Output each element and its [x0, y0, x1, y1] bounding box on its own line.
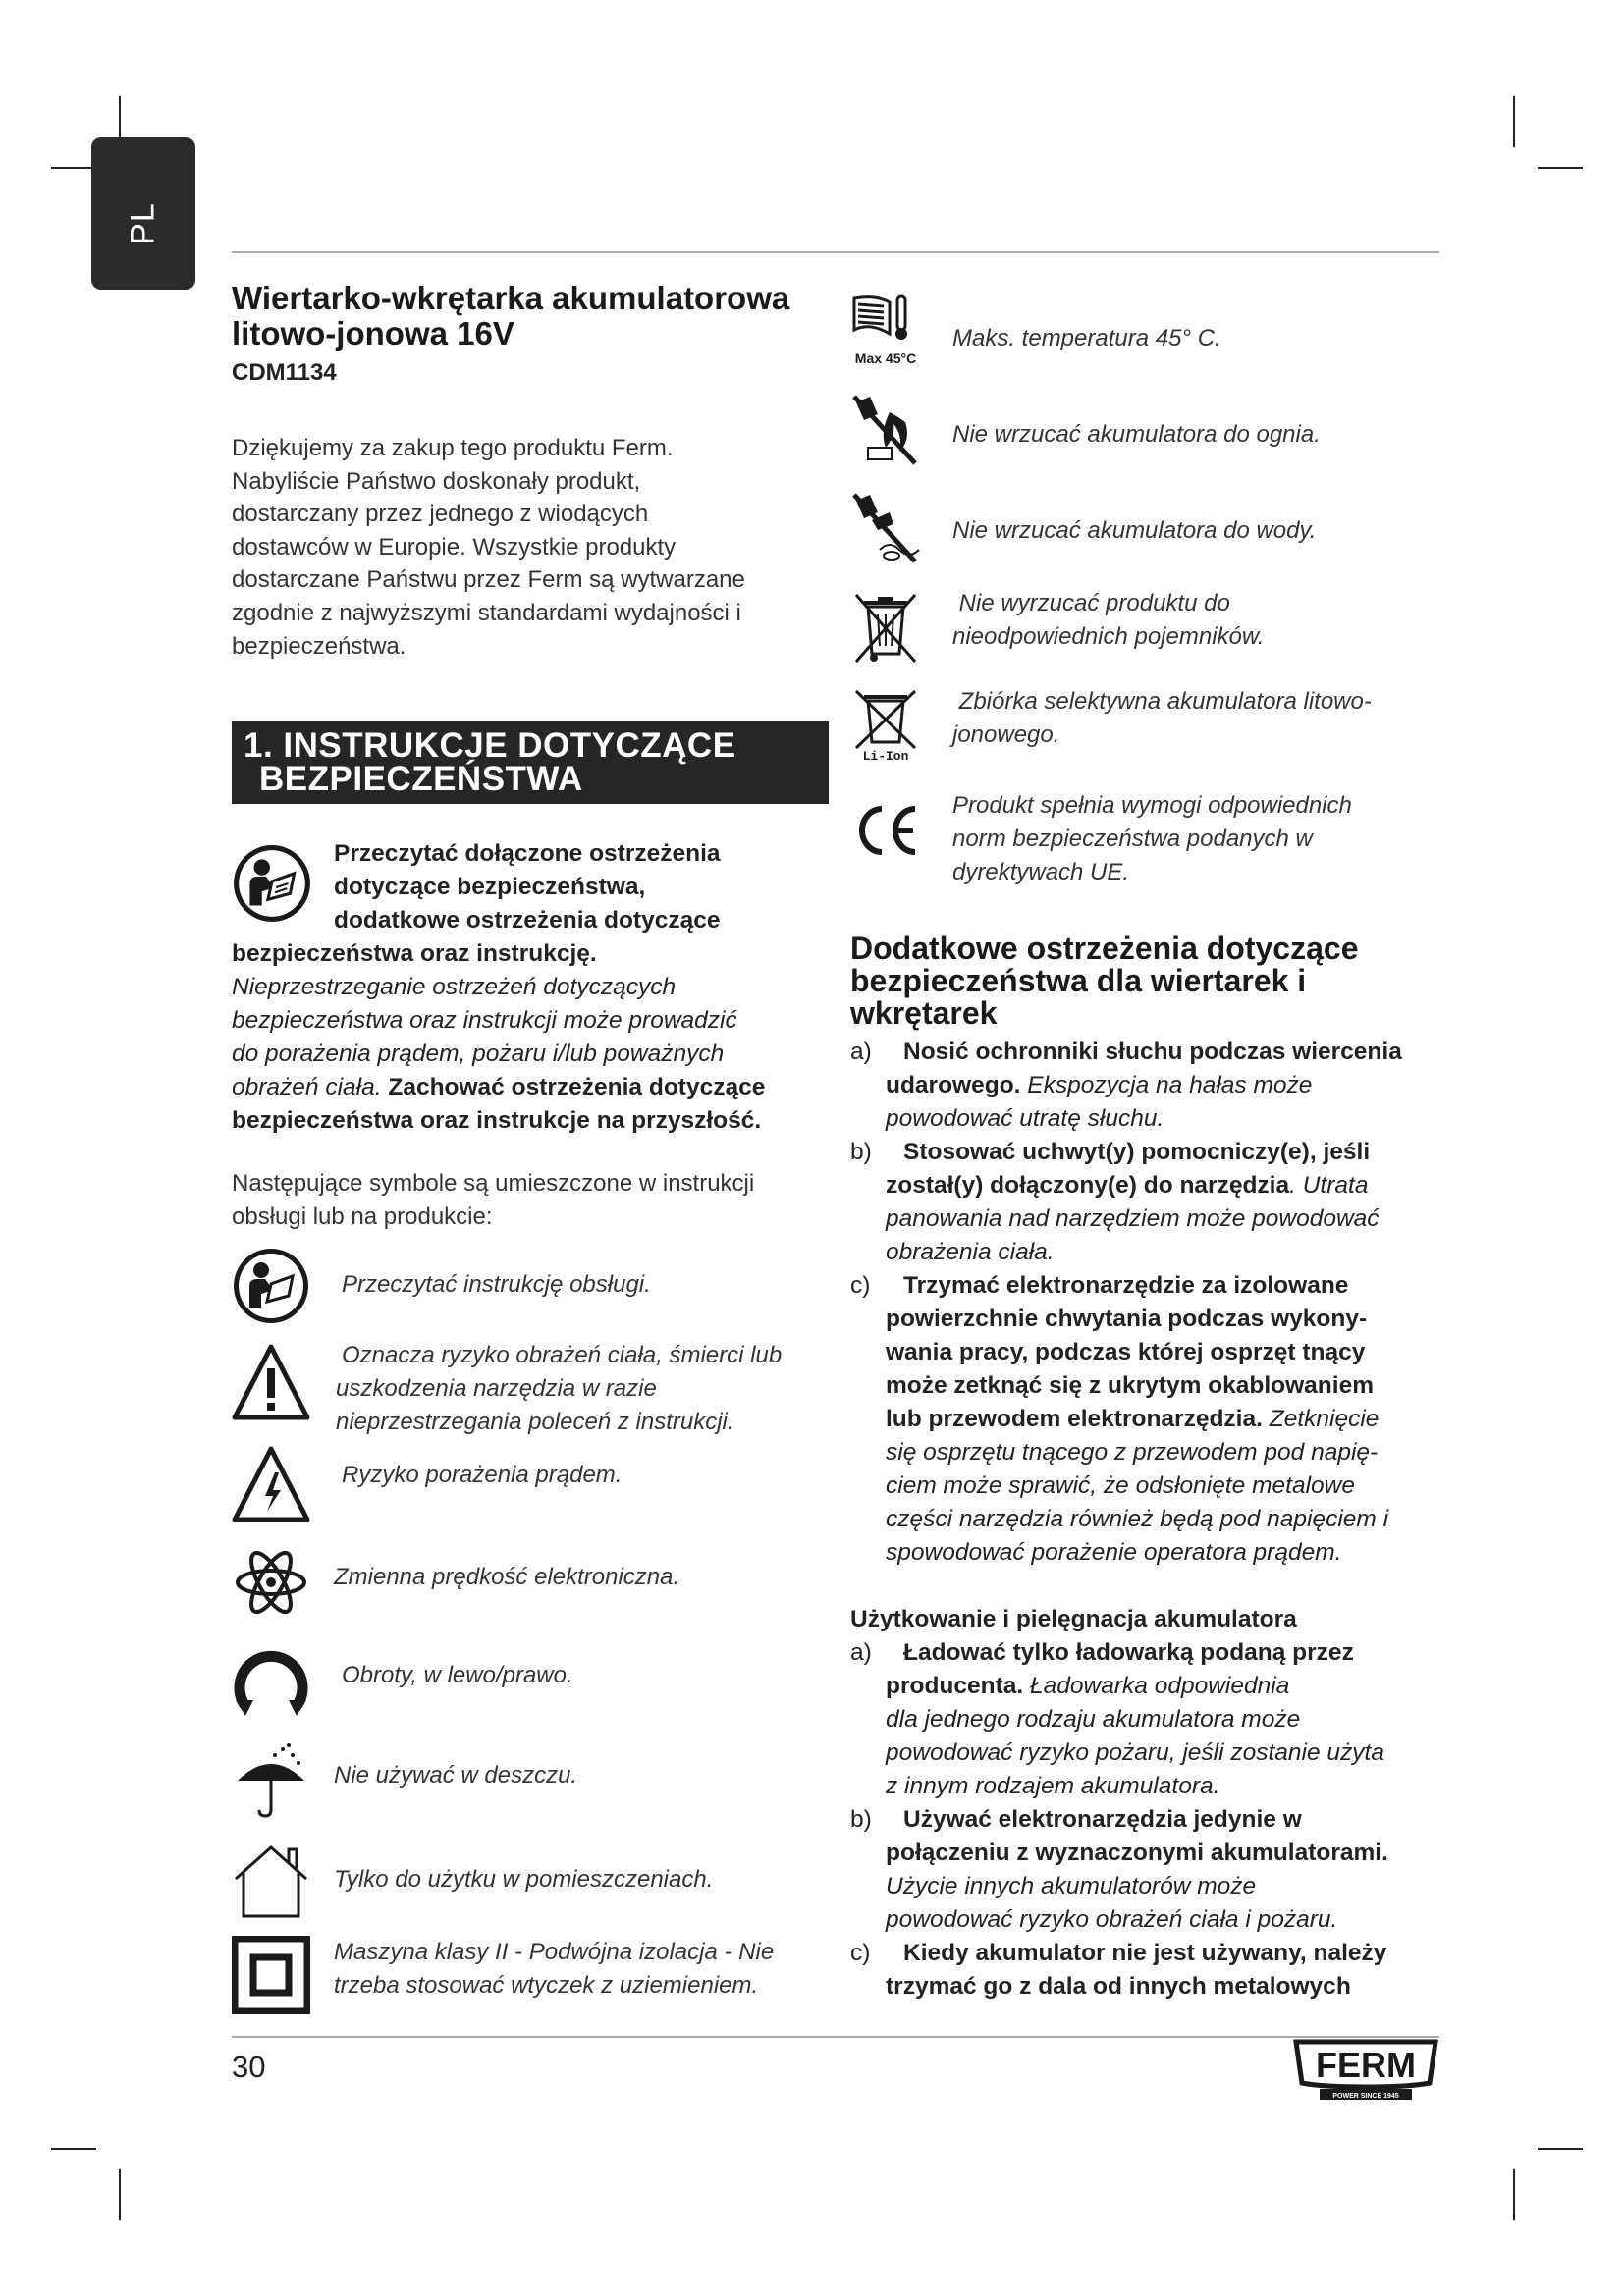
symbol-text-line: Zbiórka selektywna akumulatora litowo- — [952, 688, 1372, 715]
no-fire-icon — [850, 393, 921, 469]
drill-warnings-list — [850, 1036, 1459, 1570]
symbol-text-line: Nie wyrzucać produktu do — [952, 590, 1230, 616]
read-manual-icon — [232, 843, 312, 924]
list-marker: b) — [850, 1806, 872, 1833]
warning-line: bezpieczeństwa oraz instrukcję. — [232, 940, 597, 968]
symbol-item — [850, 687, 1459, 789]
logo-tagline: POWER SINCE 1945 — [1332, 2093, 1399, 2100]
symbol-item — [232, 1842, 831, 1936]
list-text: producenta. — [886, 1673, 1024, 1699]
list-marker: b) — [850, 1139, 872, 1165]
symbol-item — [850, 589, 1459, 687]
right-column — [850, 294, 1459, 2003]
symbol-item — [850, 789, 1459, 911]
battery-list — [850, 1636, 1459, 2003]
crop-mark — [51, 2148, 96, 2150]
list-item — [850, 1136, 1459, 1269]
warning-line: Przeczytać dołączone ostrzeżenia — [334, 840, 721, 868]
warning-text: Zachować ostrzeżenia dotyczące — [381, 1074, 766, 1101]
symbol-text: Nie używać w deszczu. — [334, 1762, 578, 1789]
list-text: części narzędzia również będą pod napięciem i — [886, 1506, 1389, 1532]
list-text: powierzchnie chwytania podczas wykony- — [886, 1306, 1368, 1332]
intro-line: bezpieczeństwa. — [232, 632, 406, 660]
list-item — [850, 1269, 1459, 1570]
list-text: z innym rodzajem akumulatora. — [886, 1773, 1220, 1799]
symbol-text: Przeczytać instrukcję obsługi. — [342, 1271, 651, 1299]
list-text: ciem może sprawić, że odsłonięte metalowe — [886, 1472, 1355, 1499]
warning-text: obrażeń ciała. — [232, 1074, 382, 1101]
double-insulation-icon — [232, 1936, 310, 2014]
list-text: Użycie innych akumulatorów może — [886, 1873, 1257, 1899]
symbol-text — [336, 1339, 831, 1439]
list-text: połączeniu z wyznaczonymi akumulatorami. — [886, 1840, 1388, 1866]
intro-line: dostawców w Europie. Wszystkie produkty — [232, 533, 677, 561]
heading-line: bezpieczeństwa dla wiertarek i — [850, 963, 1307, 998]
intro-line: Nabyliście Państwo doskonały produkt, — [232, 467, 641, 495]
section-heading-line: 1. INSTRUKCJE DOTYCZĄCE — [244, 726, 736, 766]
symbol-text-line: Oznacza ryzyko obrażeń ciała, śmierci lub — [342, 1342, 783, 1369]
language-label: PL — [124, 202, 162, 245]
title-line: litowo-jonowa 16V — [232, 315, 514, 351]
list-text: Trzymać elektronarzędzie za izolowane — [903, 1272, 1349, 1299]
symbol-text-line: Maszyna klasy II - Podwójna izolacja - Nie — [334, 1939, 775, 1966]
list-text: . Utrata — [1289, 1172, 1369, 1199]
list-text: może zetknąć się z ukrytym okablowaniem — [886, 1372, 1374, 1399]
symbol-item — [232, 1445, 831, 1543]
intro-paragraph — [232, 432, 831, 663]
list-text: powodować utratę słuchu. — [886, 1105, 1164, 1132]
variable-speed-icon — [232, 1543, 310, 1622]
symbol-text-line: nieprzestrzegania poleceń z instrukcji. — [336, 1409, 734, 1436]
symbol-text — [952, 685, 1459, 752]
symbol-item — [850, 294, 1459, 393]
logo-name: FERM — [1316, 2045, 1416, 2085]
list-text: Ładować tylko ładowarką podaną przez — [903, 1639, 1354, 1666]
max-temperature-label: Max 45°C — [854, 350, 917, 366]
symbol-item — [232, 1247, 831, 1339]
symbol-item — [850, 491, 1459, 589]
intro-line: dostarczane Państwu przez Ferm są wytwarzane — [232, 566, 745, 594]
symbol-text — [952, 587, 1459, 654]
li-ion-label: Li-Ion — [862, 749, 909, 764]
list-text: powodować ryzyko pożaru, jeśli zostanie użyta — [886, 1739, 1384, 1766]
intro-line: dostarczany przez jednego z wiodących — [232, 501, 649, 528]
symbol-text: Nie wrzucać akumulatora do wody. — [952, 517, 1317, 544]
drill-warnings-heading — [850, 933, 1459, 1030]
intro-line: Dziękujemy za zakup tego produktu Ferm. — [232, 435, 674, 461]
list-text: trzymać go z dala od innych metalowych — [886, 1973, 1351, 2000]
list-marker: c) — [850, 1272, 871, 1299]
header-rule — [232, 251, 1439, 253]
page-title — [232, 281, 831, 351]
intro-line: zgodnie z najwyższymi standardami wydajności i — [232, 599, 741, 626]
crop-mark — [119, 2169, 121, 2220]
list-text: dla jednego rodzaju akumulatora może — [886, 1706, 1301, 1733]
warning-line: bezpieczeństwa oraz instrukcji może prowadzić — [232, 1007, 737, 1035]
left-column — [232, 275, 831, 2014]
list-marker: a) — [850, 1039, 872, 1065]
list-item — [850, 1636, 1459, 1803]
symbol-item — [232, 1641, 831, 1741]
general-warning — [232, 837, 831, 1138]
list-item — [850, 1036, 1459, 1136]
symbol-text-line: jonowego. — [952, 721, 1060, 748]
symbol-item — [232, 1339, 831, 1445]
symbol-text: Ryzyko porażenia prądem. — [342, 1462, 623, 1489]
symbol-text — [952, 789, 1459, 889]
symbols-intro-line: Następujące symbole są umieszczone w instrukcji — [232, 1170, 755, 1198]
symbol-text-line: trzeba stosować wtyczek z uziemieniem. — [334, 1972, 759, 2000]
ce-mark-icon — [850, 795, 921, 872]
warning-line: Nieprzestrzeganie ostrzeżeń dotyczących — [232, 974, 677, 1001]
list-marker: c) — [850, 1940, 871, 1966]
house-icon — [232, 1842, 310, 1920]
model-number: CDM1134 — [232, 359, 337, 386]
symbol-text-line: dyrektywach UE. — [952, 859, 1130, 885]
list-text: Kiedy akumulator nie jest używany, należy — [903, 1940, 1387, 1966]
list-text: udarowego. — [886, 1072, 1021, 1098]
umbrella-rain-icon — [232, 1741, 310, 1820]
section-heading — [232, 721, 829, 804]
crossed-bin-icon — [850, 589, 921, 666]
rotation-icon — [232, 1641, 310, 1720]
list-text: Ekspozycja na hałas może — [1020, 1072, 1313, 1098]
warning-line: do porażenia prądem, pożaru i/lub poważnych — [232, 1041, 725, 1068]
list-item — [850, 1803, 1459, 1937]
crop-mark — [1538, 2148, 1583, 2150]
electric-shock-icon — [232, 1445, 310, 1523]
ferm-logo — [1292, 2038, 1439, 2103]
symbol-text-line: Produkt spełnia wymogi odpowiednich — [952, 792, 1352, 819]
list-text: wania pracy, podczas której osprzęt tnący — [886, 1339, 1366, 1365]
list-text: Nosić ochronniki słuchu podczas wiercenia — [903, 1039, 1402, 1065]
symbols-intro — [232, 1167, 831, 1233]
symbol-text: Zmienna prędkość elektroniczna. — [334, 1564, 680, 1591]
list-text: lub przewodem elektronarzędzia. — [886, 1406, 1263, 1432]
crop-mark — [1513, 96, 1515, 147]
language-tab — [91, 137, 195, 290]
warning-triangle-icon — [232, 1343, 310, 1421]
symbol-text-line: uszkodzenia narzędzia w razie — [336, 1375, 657, 1403]
list-text: Stosować uchwyt(y) pomocniczy(e), jeśli — [903, 1139, 1371, 1165]
symbol-item — [232, 1741, 831, 1842]
crop-mark — [1513, 2169, 1515, 2220]
page-number: 30 — [232, 2050, 266, 2084]
symbol-item — [850, 393, 1459, 491]
symbol-text: Maks. temperatura 45° C. — [952, 325, 1221, 351]
list-text: Ładowarka odpowiednia — [1023, 1673, 1290, 1699]
list-text: panowania nad narzędziem może powodować — [886, 1205, 1380, 1232]
list-marker: a) — [850, 1639, 872, 1666]
list-text: się osprzętu tnącego z przewodem pod napię- — [886, 1439, 1379, 1466]
list-text: obrażenia ciała. — [886, 1239, 1055, 1265]
read-manual-icon — [232, 1247, 310, 1325]
battery-heading: Użytkowanie i pielęgnacja akumulatora — [850, 1606, 1297, 1632]
symbol-text-line: nieodpowiednich pojemników. — [952, 623, 1265, 650]
symbol-list — [232, 1247, 831, 2014]
list-text: Zetknięcie — [1262, 1406, 1380, 1432]
warning-line: dotyczące bezpieczeństwa, — [334, 874, 646, 901]
heading-line: wkrętarek — [850, 995, 998, 1031]
list-text: Używać elektronarzędzia jedynie w — [903, 1806, 1302, 1833]
warning-line: dodatkowe ostrzeżenia dotyczące — [334, 907, 721, 934]
crop-mark — [51, 167, 96, 169]
heading-line: Dodatkowe ostrzeżenia dotyczące — [850, 931, 1359, 966]
section-heading-line: BEZPIECZEŃSTWA — [259, 760, 583, 799]
no-water-icon — [850, 491, 921, 567]
list-text: powodować ryzyko obrażeń ciała i pożaru. — [886, 1906, 1338, 1933]
footer-rule — [232, 2036, 1439, 2038]
title-line: Wiertarko-wkrętarka akumulatorowa — [232, 280, 790, 316]
symbol-item — [232, 1543, 831, 1641]
list-text: został(y) dołączony(e) do narzędzia — [886, 1172, 1290, 1199]
symbol-text: Tylko do użytku w pomieszczeniach. — [334, 1866, 714, 1894]
warning-line: bezpieczeństwa oraz instrukcje na przyszłość. — [232, 1107, 762, 1135]
crop-mark — [1538, 167, 1583, 169]
symbol-text — [334, 1936, 831, 2002]
symbols-intro-line: obsługi lub na produkcie: — [232, 1202, 493, 1230]
symbol-text-line: norm bezpieczeństwa podanych w — [952, 826, 1313, 852]
symbol-item — [232, 1936, 831, 2014]
max-temperature-icon — [850, 294, 921, 371]
symbol-text: Obroty, w lewo/prawo. — [342, 1662, 573, 1689]
li-ion-bin-icon — [850, 687, 921, 764]
list-text: spowodować porażenie operatora prądem. — [886, 1539, 1342, 1566]
list-item — [850, 1937, 1459, 2003]
symbol-text: Nie wrzucać akumulatora do ognia. — [952, 421, 1321, 448]
